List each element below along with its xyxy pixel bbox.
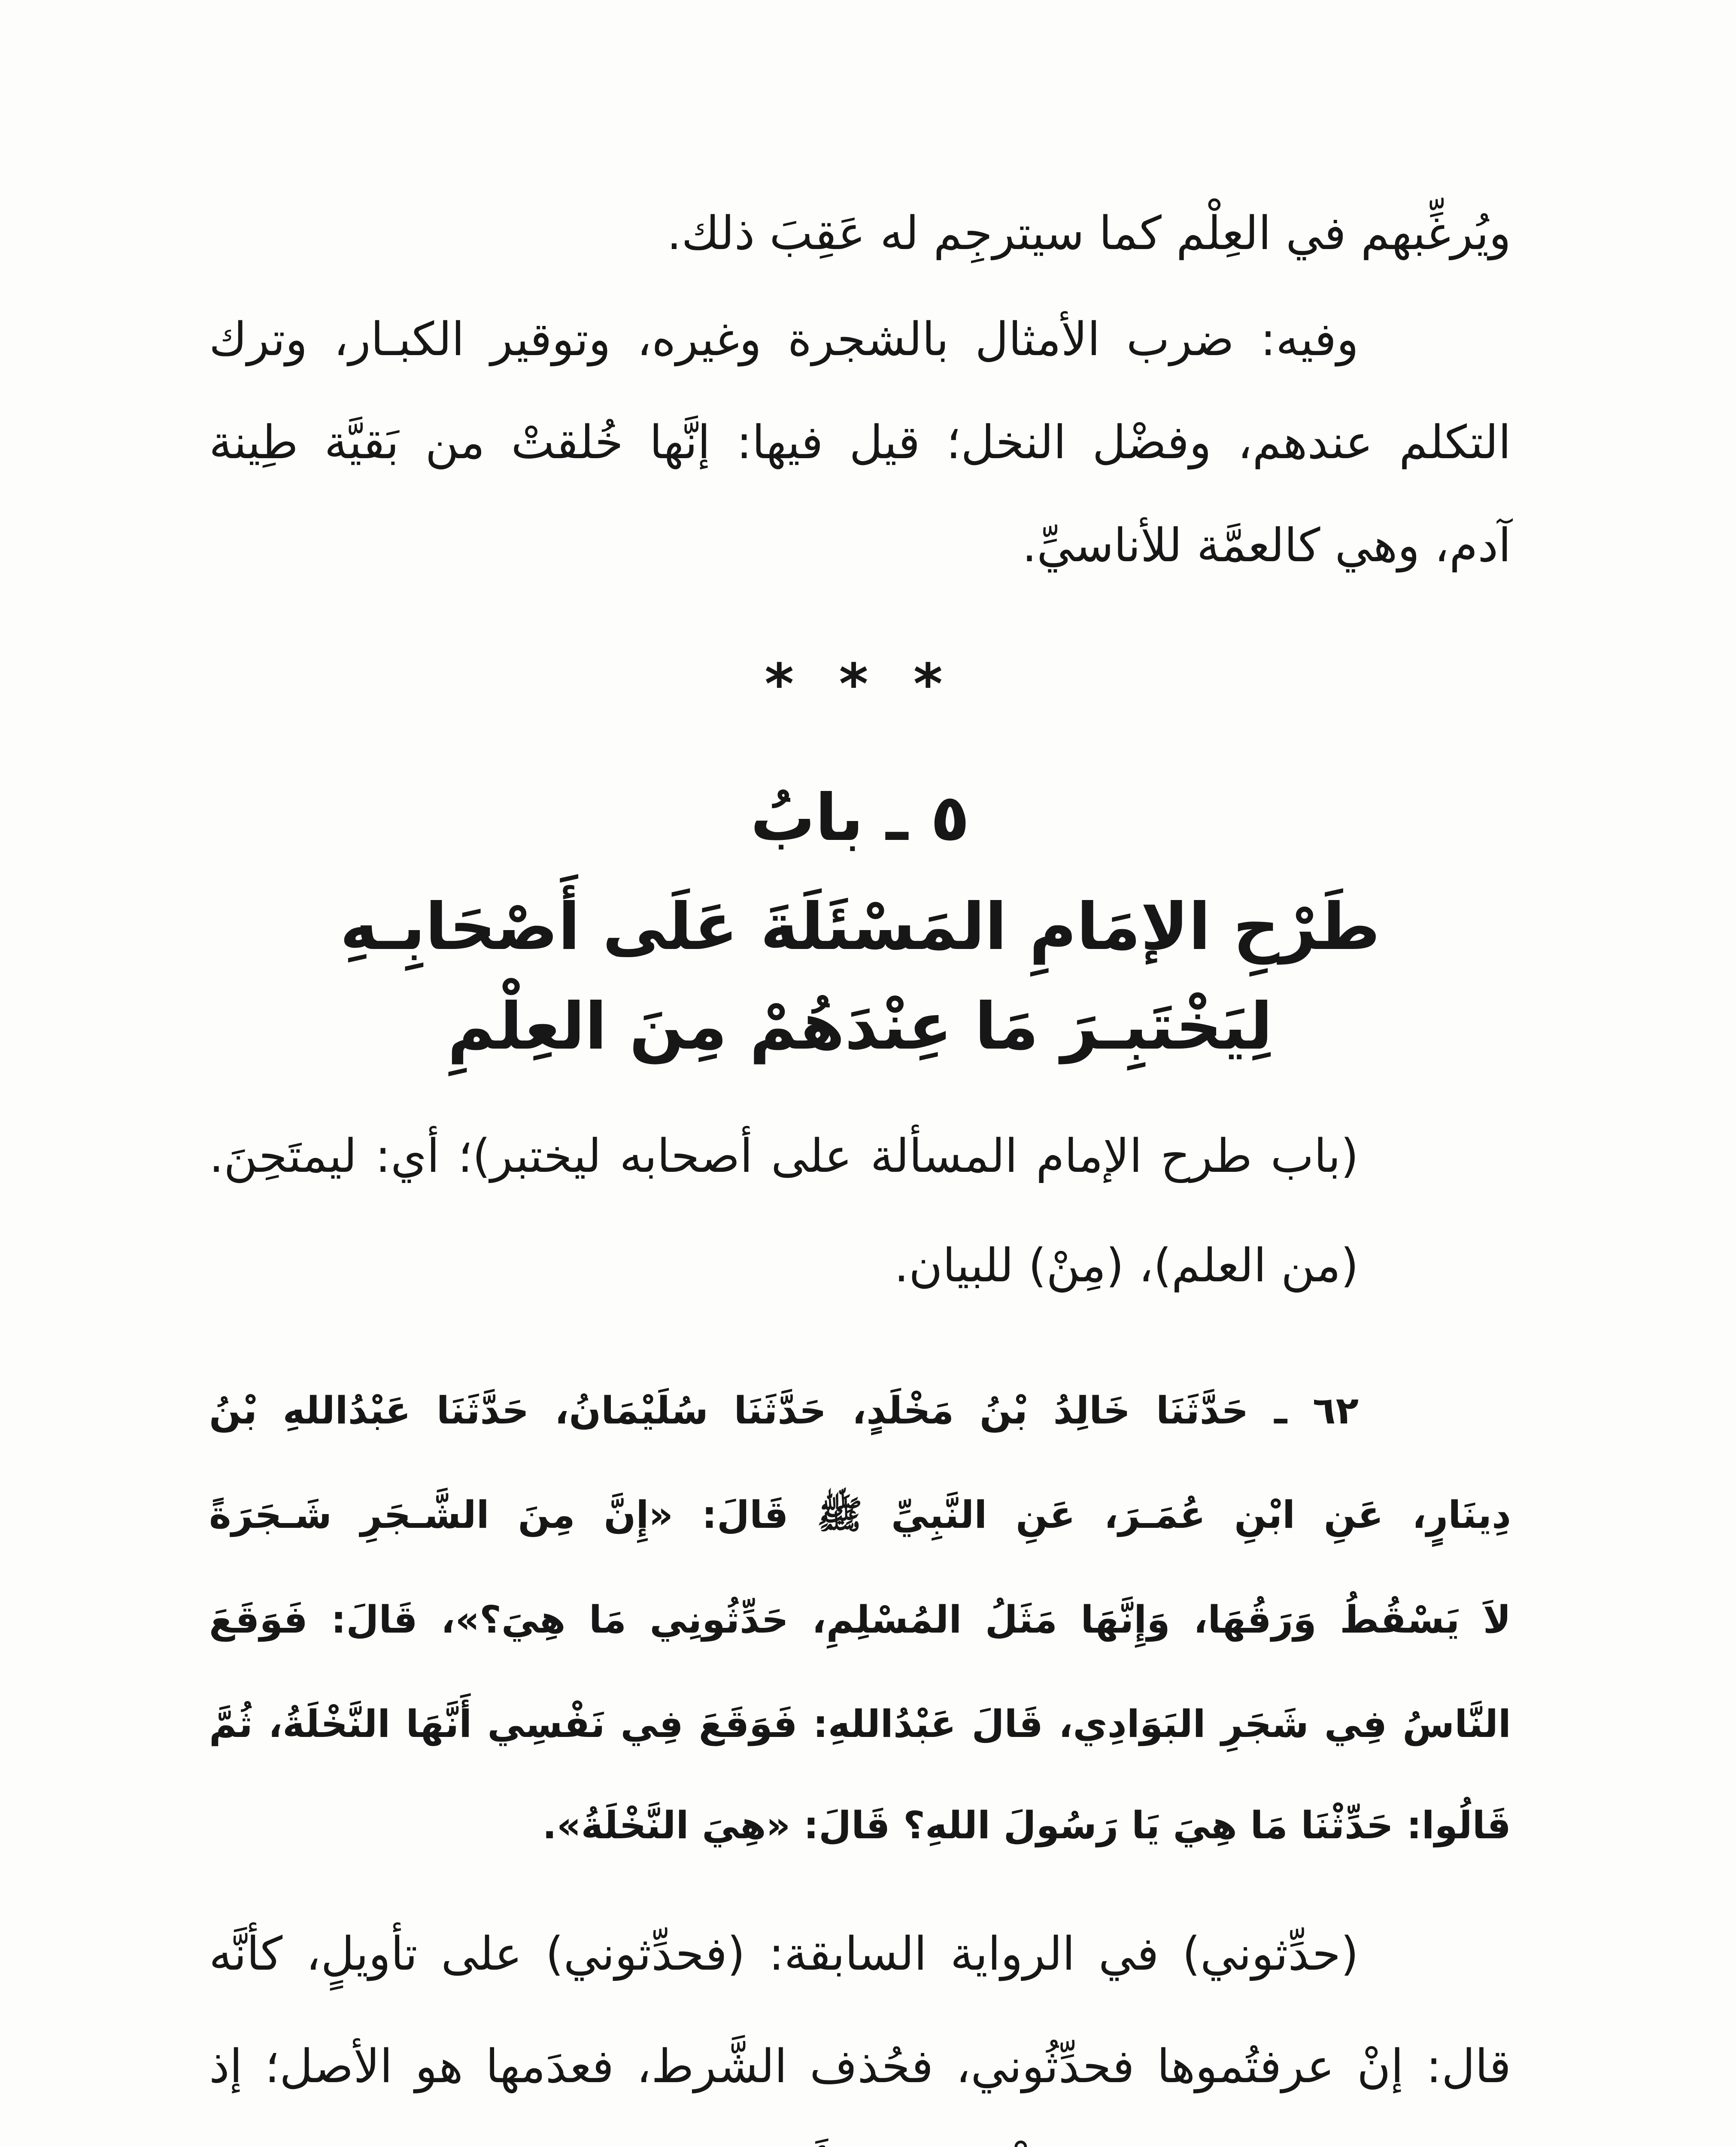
hadith-line: دِينَارٍ، عَنِ ابْنِ عُمَـرَ، عَنِ النَّبِيِّ ﷺ قَالَ: «إِنَّ مِنَ الشَّـجَرِ شَـجَرَةً [209, 1493, 1511, 1537]
paragraph-line: وفيه: ضرب الأمثال بالشجرة وغيره، وتوقير الكبـار، وترك [209, 313, 1359, 366]
chapter-number: ٥ ـ بابُ [750, 781, 970, 855]
commentary-line [209, 2124, 1511, 2147]
hadith-line: لاَ يَسْقُطُ وَرَقُهَا، وَإِنَّهَا مَثَلُ المُسْلِمِ، حَدِّثُونِي مَا هِيَ؟»، قَالَ: فَوَقَعَ [209, 1598, 1511, 1642]
chapter-title-line: طَرْحِ الإمَامِ المَسْئَلَةَ عَلَى أَصْحَابِـهِ [340, 890, 1380, 964]
section-separator: * * * [765, 651, 956, 717]
hadith-line: النَّاسُ فِي شَجَرِ البَوَادِي، قَالَ عَبْدُاللهِ: فَوَقَعَ فِي نَفْسِي أَنَّهَا النَّخْلَةُ، ثُمَّ [209, 1702, 1511, 1746]
commentary-line: (حدِّثوني) في الرواية السابقة: (فحدِّثوني) على تأويلٍ، كأنَّه [209, 1927, 1359, 1981]
explanation-line: (من العلم)، (مِنْ) للبيان. [894, 1239, 1359, 1292]
paragraph-line: التكلم عندهم، وفضْل النخل؛ قيل فيها: إنَّها خُلقتْ من بَقيَّة طِينة [209, 416, 1511, 469]
commentary-line: قال: إنْ عرفتُموها فحدِّثُوني، فحُذف الشَّرط، فعدَمها هو الأصل؛ إذ [209, 2040, 1511, 2093]
paragraph-line: آدم، وهي كالعمَّة للأناسيِّ. [1022, 519, 1511, 572]
chapter-title-line: لِيَخْتَبِـرَ مَا عِنْدَهُمْ مِنَ العِلْمِ [447, 989, 1273, 1064]
explanation-line: (باب طرح الإمام المسألة على أصحابه ليختبر)؛ أي: ليمتَحِنَ. [209, 1129, 1359, 1183]
hadith-line: ٦٢ ـ حَدَّثَنَا خَالِدُ بْنُ مَخْلَدٍ، حَدَّثَنَا سُلَيْمَانُ، حَدَّثَنَا عَبْدُاللهِ بْنُ [209, 1389, 1359, 1432]
hadith-line: قَالُوا: حَدِّثْنَا مَا هِيَ يَا رَسُولَ اللهِ؟ قَالَ: «هِيَ النَّخْلَةُ». [542, 1803, 1511, 1847]
continuation-line: ويُرغِّبهم في العِلْم كما سيترجِم له عَقِبَ ذلك. [667, 207, 1511, 260]
